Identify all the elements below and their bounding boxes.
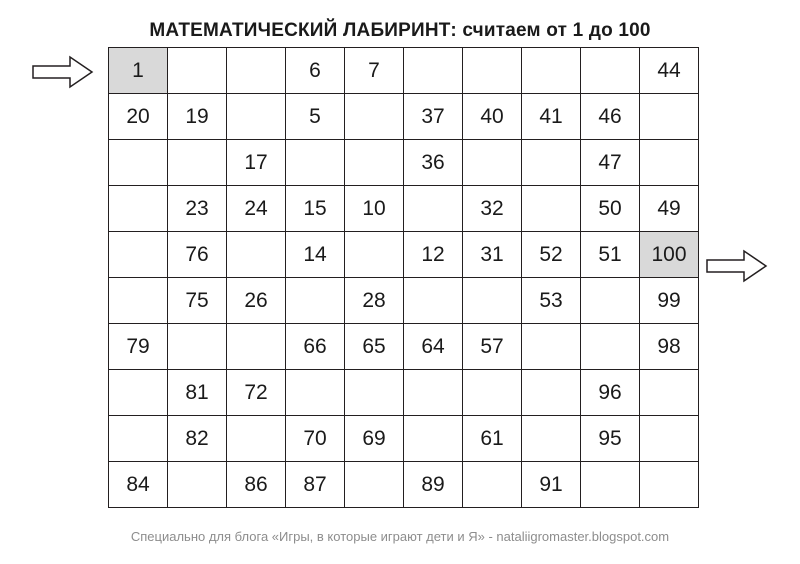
maze-cell[interactable] [404, 48, 463, 94]
maze-cell[interactable]: 17 [227, 140, 286, 186]
maze-cell[interactable] [109, 416, 168, 462]
maze-cell[interactable] [463, 278, 522, 324]
table-row [109, 416, 699, 462]
maze-cell[interactable] [227, 94, 286, 140]
maze-cell[interactable]: 79 [109, 324, 168, 370]
maze-cell[interactable] [640, 140, 699, 186]
maze-cell[interactable] [463, 48, 522, 94]
maze-cell[interactable]: 31 [463, 232, 522, 278]
maze-cell[interactable] [640, 416, 699, 462]
maze-cell[interactable] [522, 324, 581, 370]
maze-cell[interactable]: 91 [522, 462, 581, 508]
table-row [109, 48, 699, 94]
maze-cell[interactable] [168, 140, 227, 186]
maze-cell[interactable]: 6 [286, 48, 345, 94]
maze-cell[interactable] [581, 278, 640, 324]
maze-cell[interactable] [404, 278, 463, 324]
maze-cell[interactable] [345, 370, 404, 416]
maze-cell[interactable] [522, 416, 581, 462]
maze-cell[interactable]: 70 [286, 416, 345, 462]
maze-cell[interactable]: 10 [345, 186, 404, 232]
maze-cell[interactable]: 69 [345, 416, 404, 462]
maze-cell[interactable]: 5 [286, 94, 345, 140]
maze-grid [108, 47, 699, 508]
maze-cell[interactable] [345, 232, 404, 278]
maze-cell[interactable] [227, 416, 286, 462]
maze-cell[interactable]: 72 [227, 370, 286, 416]
maze-cell[interactable]: 89 [404, 462, 463, 508]
maze-cell[interactable]: 87 [286, 462, 345, 508]
maze-cell[interactable] [227, 232, 286, 278]
maze-cell[interactable]: 50 [581, 186, 640, 232]
maze-cell[interactable] [640, 94, 699, 140]
maze-cell[interactable]: 32 [463, 186, 522, 232]
maze-cell[interactable] [345, 462, 404, 508]
maze-cell[interactable]: 37 [404, 94, 463, 140]
maze-cell[interactable] [286, 370, 345, 416]
maze-cell[interactable] [522, 48, 581, 94]
maze-cell[interactable] [640, 462, 699, 508]
table-row [109, 140, 699, 186]
table-row [109, 94, 699, 140]
maze-cell[interactable]: 14 [286, 232, 345, 278]
maze-cell[interactable] [404, 370, 463, 416]
maze-cell[interactable]: 100 [640, 232, 699, 278]
table-row [109, 370, 699, 416]
table-row [109, 278, 699, 324]
maze-cell[interactable]: 20 [109, 94, 168, 140]
maze-cell[interactable] [581, 324, 640, 370]
maze-cell[interactable]: 96 [581, 370, 640, 416]
maze-cell[interactable]: 40 [463, 94, 522, 140]
maze-cell[interactable]: 65 [345, 324, 404, 370]
maze-cell[interactable] [581, 462, 640, 508]
maze-cell[interactable]: 7 [345, 48, 404, 94]
exit-arrow-icon [706, 249, 768, 283]
maze-cell[interactable]: 64 [404, 324, 463, 370]
maze-cell[interactable] [522, 140, 581, 186]
maze-cell[interactable] [463, 370, 522, 416]
table-row [109, 232, 699, 278]
maze-cell[interactable]: 99 [640, 278, 699, 324]
maze-cell[interactable]: 53 [522, 278, 581, 324]
maze-cell[interactable]: 98 [640, 324, 699, 370]
maze-cell[interactable] [463, 140, 522, 186]
maze-cell[interactable]: 15 [286, 186, 345, 232]
maze-cell[interactable]: 36 [404, 140, 463, 186]
maze-cell[interactable]: 81 [168, 370, 227, 416]
maze-cell[interactable]: 28 [345, 278, 404, 324]
maze-cell[interactable]: 84 [109, 462, 168, 508]
maze-cell[interactable] [109, 232, 168, 278]
entrance-arrow-icon [32, 55, 94, 89]
footer-credit: Специально для блога «Игры, в которые играют дети и Я» - nataliigromaster.blogspot.com [130, 529, 670, 544]
maze-cell[interactable]: 61 [463, 416, 522, 462]
maze-cell[interactable] [286, 278, 345, 324]
maze-cell[interactable]: 47 [581, 140, 640, 186]
maze-cell[interactable]: 1 [109, 48, 168, 94]
maze-cell[interactable] [109, 370, 168, 416]
maze-cell[interactable]: 24 [227, 186, 286, 232]
maze-cell[interactable] [109, 140, 168, 186]
page-title: МАТЕМАТИЧЕСКИЙ ЛАБИРИНТ: считаем от 1 до 100 [149, 20, 651, 41]
table-row [109, 186, 699, 232]
maze-cell[interactable]: 76 [168, 232, 227, 278]
maze-cell[interactable] [168, 48, 227, 94]
maze-cell[interactable] [109, 186, 168, 232]
table-row [109, 324, 699, 370]
maze-cell[interactable]: 95 [581, 416, 640, 462]
table-row [109, 462, 699, 508]
maze-cell[interactable] [522, 370, 581, 416]
maze-cell[interactable]: 49 [640, 186, 699, 232]
maze-cell[interactable] [522, 186, 581, 232]
maze-cell[interactable]: 23 [168, 186, 227, 232]
maze-cell[interactable]: 75 [168, 278, 227, 324]
maze-cell[interactable] [581, 48, 640, 94]
maze-cell[interactable] [345, 94, 404, 140]
maze-cell[interactable] [109, 278, 168, 324]
maze-cell[interactable] [640, 370, 699, 416]
maze-cell[interactable]: 44 [640, 48, 699, 94]
maze-cell[interactable] [227, 48, 286, 94]
maze-cell[interactable] [404, 186, 463, 232]
maze-cell[interactable] [404, 416, 463, 462]
maze-cell[interactable]: 57 [463, 324, 522, 370]
maze-cell[interactable]: 19 [168, 94, 227, 140]
maze-cell[interactable] [463, 462, 522, 508]
maze-cell[interactable]: 12 [404, 232, 463, 278]
maze-cell[interactable] [168, 324, 227, 370]
maze-cell[interactable]: 26 [227, 278, 286, 324]
maze-cell[interactable]: 51 [581, 232, 640, 278]
maze-cell[interactable] [227, 324, 286, 370]
maze-cell[interactable] [286, 140, 345, 186]
maze-grid-container [108, 47, 699, 508]
maze-cell[interactable] [345, 140, 404, 186]
maze-cell[interactable]: 66 [286, 324, 345, 370]
maze-cell[interactable]: 86 [227, 462, 286, 508]
maze-cell[interactable]: 46 [581, 94, 640, 140]
maze-cell[interactable]: 82 [168, 416, 227, 462]
maze-cell[interactable]: 52 [522, 232, 581, 278]
maze-cell[interactable] [168, 462, 227, 508]
maze-cell[interactable]: 41 [522, 94, 581, 140]
